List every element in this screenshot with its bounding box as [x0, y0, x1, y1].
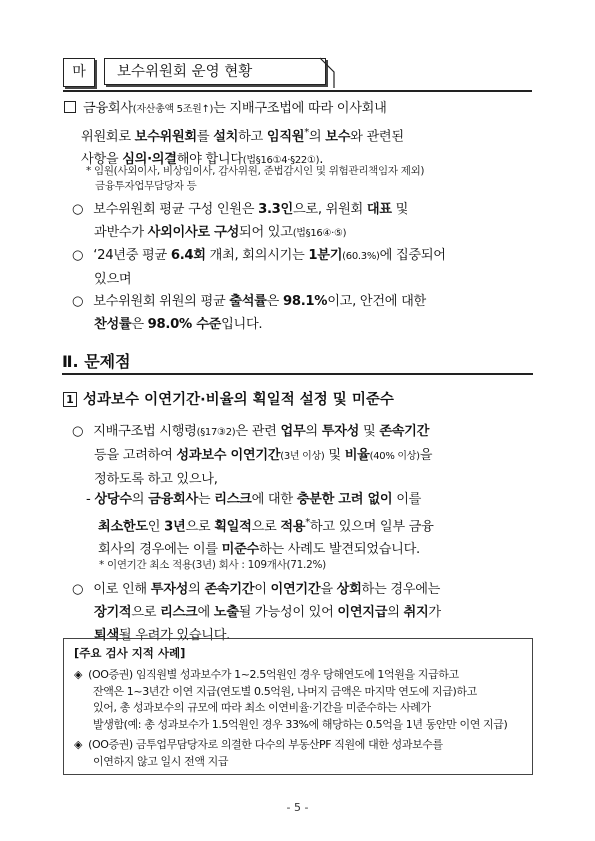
text: 등을 고려하여 [94, 448, 177, 463]
text: 하는 사례도 발견되었습니다. [258, 542, 420, 558]
text: 해야 합니다 [176, 152, 243, 168]
text: 이로 인해 [93, 582, 151, 597]
text: 3년 [164, 519, 186, 535]
text: 보수 [325, 129, 351, 145]
text: 의 [131, 492, 149, 507]
text: 3.3인 [258, 202, 293, 217]
text: 을 [419, 448, 433, 463]
subsection-heading [63, 388, 394, 409]
text: 와 관련된 [350, 129, 404, 145]
note-line: * 임원(사외이사, 비상임이사, 감사위원, 준법감시인 및 위험관리책임자 제외) [86, 165, 425, 177]
diamond-bullet-icon: ◈ [74, 738, 83, 751]
text: 보수위원회 위원의 평균 [93, 294, 230, 309]
text: 상당수 [94, 492, 132, 507]
text: 이를 [392, 492, 422, 507]
text: 정하도록 하고 있으나, [94, 472, 218, 487]
text: 존속기간 [379, 424, 430, 439]
case-line: (OO증권) 금투업무담당자로 의결한 다수의 부동산PF 직원에 대한 성과보수를 [88, 738, 443, 751]
text: 및 [359, 424, 380, 439]
text: 에 집중되어 [379, 248, 446, 263]
circle-bullet-icon: ○ [72, 248, 84, 263]
text: 98.1% [282, 294, 328, 309]
case-line: 잔액은 1~3년간 이연 지급(연도별 0.5억원, 나머지 금액은 마지막 연도에 지급)하고 [93, 684, 477, 698]
text: 으로 [185, 519, 215, 535]
text: 입니다. [221, 317, 263, 332]
text: 를 [196, 129, 214, 145]
section-title: 보수위원회 운영 현황 [104, 58, 326, 85]
text: 에 [197, 605, 214, 620]
text: 출석률 [229, 294, 267, 309]
diamond-bullet-icon: ◈ [74, 668, 83, 681]
text: 을 [320, 582, 337, 597]
text: 개최, 회의시기는 [205, 248, 309, 263]
text: 이연지급 [337, 605, 388, 620]
text: 으로 [131, 605, 161, 620]
intro-paragraph [64, 97, 536, 172]
text: 은 [131, 317, 148, 332]
text: 될 가능성이 있어 [238, 605, 338, 620]
text: 금융회사 [148, 492, 198, 507]
text: 으로, 위원회 [292, 202, 367, 217]
text: 회사의 경우에는 이를 [98, 542, 222, 558]
text: 사외이사로 구성 [147, 225, 240, 240]
text: 있으며 [94, 272, 132, 287]
case-line: 이연하지 않고 일시 전액 지급 [93, 754, 229, 768]
chapter-heading [62, 349, 131, 372]
law-reference: (§17③2) [196, 427, 236, 438]
text: 인 [147, 519, 165, 535]
text: 대표 [366, 202, 392, 217]
case-item [74, 667, 530, 733]
bullet-item [72, 198, 534, 245]
text: 상회 [336, 582, 362, 597]
text: 미준수 [221, 542, 259, 558]
text: 되어 있고 [239, 225, 293, 240]
text: 및 [324, 448, 345, 463]
text: 노출 [213, 605, 239, 620]
text: 장기적 [94, 605, 132, 620]
text: 금융회사 [83, 101, 133, 116]
text: 설치 [213, 129, 239, 145]
text: 의 [308, 129, 326, 145]
text: 이고, 안건에 대한 [327, 294, 426, 309]
text: 98.0% 수준 [147, 317, 222, 332]
text: 은 [266, 294, 283, 309]
bullet-item [72, 244, 534, 291]
chapter-number: Ⅱ. [62, 352, 79, 371]
text: 과반수가 [94, 225, 148, 240]
text: 존속기간 [204, 582, 255, 597]
text: 성과보수 이연기간 [176, 448, 281, 463]
text: 보수위원회 평균 구성 인원은 [93, 202, 259, 217]
text: 획일적 [214, 519, 252, 535]
section-marker: 마 [63, 58, 95, 87]
text: 투자성 [150, 582, 189, 597]
case-line: 있어, 총 성과보수의 규모에 따라 최소 이연비율·기간을 미준수하는 사례가 [93, 701, 431, 714]
text: 리스크 [214, 492, 252, 507]
chapter-title: 문제점 [84, 352, 131, 371]
text: 심의·의결 [122, 152, 177, 168]
text: 는 지배구조법에 따라 이사회내 [213, 101, 387, 116]
text: 최소한도 [98, 519, 148, 535]
case-box-title: [주요 검사 지적 사례] [74, 646, 186, 660]
text: 충분한 고려 없이 [296, 492, 393, 507]
circle-bullet-icon: ○ [72, 424, 84, 439]
subsection-number: 1 [63, 392, 77, 407]
text: 리스크 [160, 605, 198, 620]
text: 될 우려가 있습니다. [118, 628, 231, 643]
text: (자산총액 5조원↑) [132, 104, 214, 115]
text: (60.3%) [342, 251, 380, 262]
text: 하고 [238, 129, 267, 145]
text: 업무 [280, 424, 306, 439]
bullet-item [72, 420, 534, 491]
text: 투자성 [321, 424, 360, 439]
text: 1분기 [308, 248, 343, 263]
dash-bullet-icon: - [86, 492, 91, 507]
text: (40% 이상) [369, 451, 420, 462]
text: 으로 [251, 519, 281, 535]
note-line: 금융투자업무담당자 등 [95, 180, 197, 192]
text: 이연기간 [270, 582, 321, 597]
text: 하는 경우에는 [361, 582, 441, 597]
bullet-item [72, 290, 534, 336]
text: 하고 있으며 일부 금융 [309, 519, 434, 535]
text: 보수위원회 [134, 129, 197, 145]
text: 사항을 [81, 152, 123, 168]
text: 의 [387, 605, 404, 620]
footnote-mark: * [304, 127, 309, 138]
footnote: * 이연기간 최소 적용(3년) 회사 : 109개사(71.2%) [99, 559, 326, 571]
text: 및 [391, 202, 409, 217]
text: 임직원 [266, 129, 305, 145]
circle-bullet-icon: ○ [72, 202, 84, 217]
text: 의 [188, 582, 205, 597]
text: 취지 [403, 605, 429, 620]
section-title-arrow-decoration [318, 56, 338, 92]
footnote-mark: * [305, 517, 310, 528]
chapter-divider [62, 373, 533, 375]
case-line: 발생함(예: 총 성과보수가 1.5억원인 경우 33%에 해당하는 0.5억을 1년 동안만 이연 지급) [93, 717, 508, 731]
intro-footnote [86, 164, 424, 194]
dash-item [86, 488, 536, 561]
text: (3년 이상) [280, 451, 325, 462]
text: ‘24년중 평균 [93, 248, 171, 263]
text: 은 관련 [235, 424, 281, 439]
square-bullet-icon [64, 101, 76, 113]
bullet-item [72, 578, 534, 647]
circle-bullet-icon: ○ [72, 294, 84, 309]
case-item [74, 737, 530, 770]
text: 위원회로 [81, 129, 135, 145]
text: 6.4회 [170, 248, 206, 263]
subsection-title: 성과보수 이연기간·비율의 획일적 설정 및 미준수 [83, 392, 394, 408]
text: 에 대한 [251, 492, 297, 507]
page-number: - 5 - [286, 801, 309, 814]
text: 는 [197, 492, 215, 507]
law-reference: (법§16④·⑤) [292, 228, 347, 239]
case-line: (OO증권) 임직원별 성과보수가 1~2.5억원인 경우 당해연도에 1억원을 지급하고 [88, 668, 459, 681]
text: 적용 [280, 519, 306, 535]
text: 비율 [344, 448, 370, 463]
text: 이 [254, 582, 271, 597]
text: 퇴색 [94, 628, 119, 643]
text: 지배구조법 시행령 [93, 424, 197, 439]
text: . [319, 152, 324, 168]
circle-bullet-icon: ○ [72, 582, 84, 597]
text: 찬성률 [94, 317, 132, 332]
section-divider [63, 90, 532, 92]
text: 가 [428, 605, 441, 620]
text: 의 [305, 424, 322, 439]
law-reference: (법§16①4·§22①) [242, 155, 320, 167]
